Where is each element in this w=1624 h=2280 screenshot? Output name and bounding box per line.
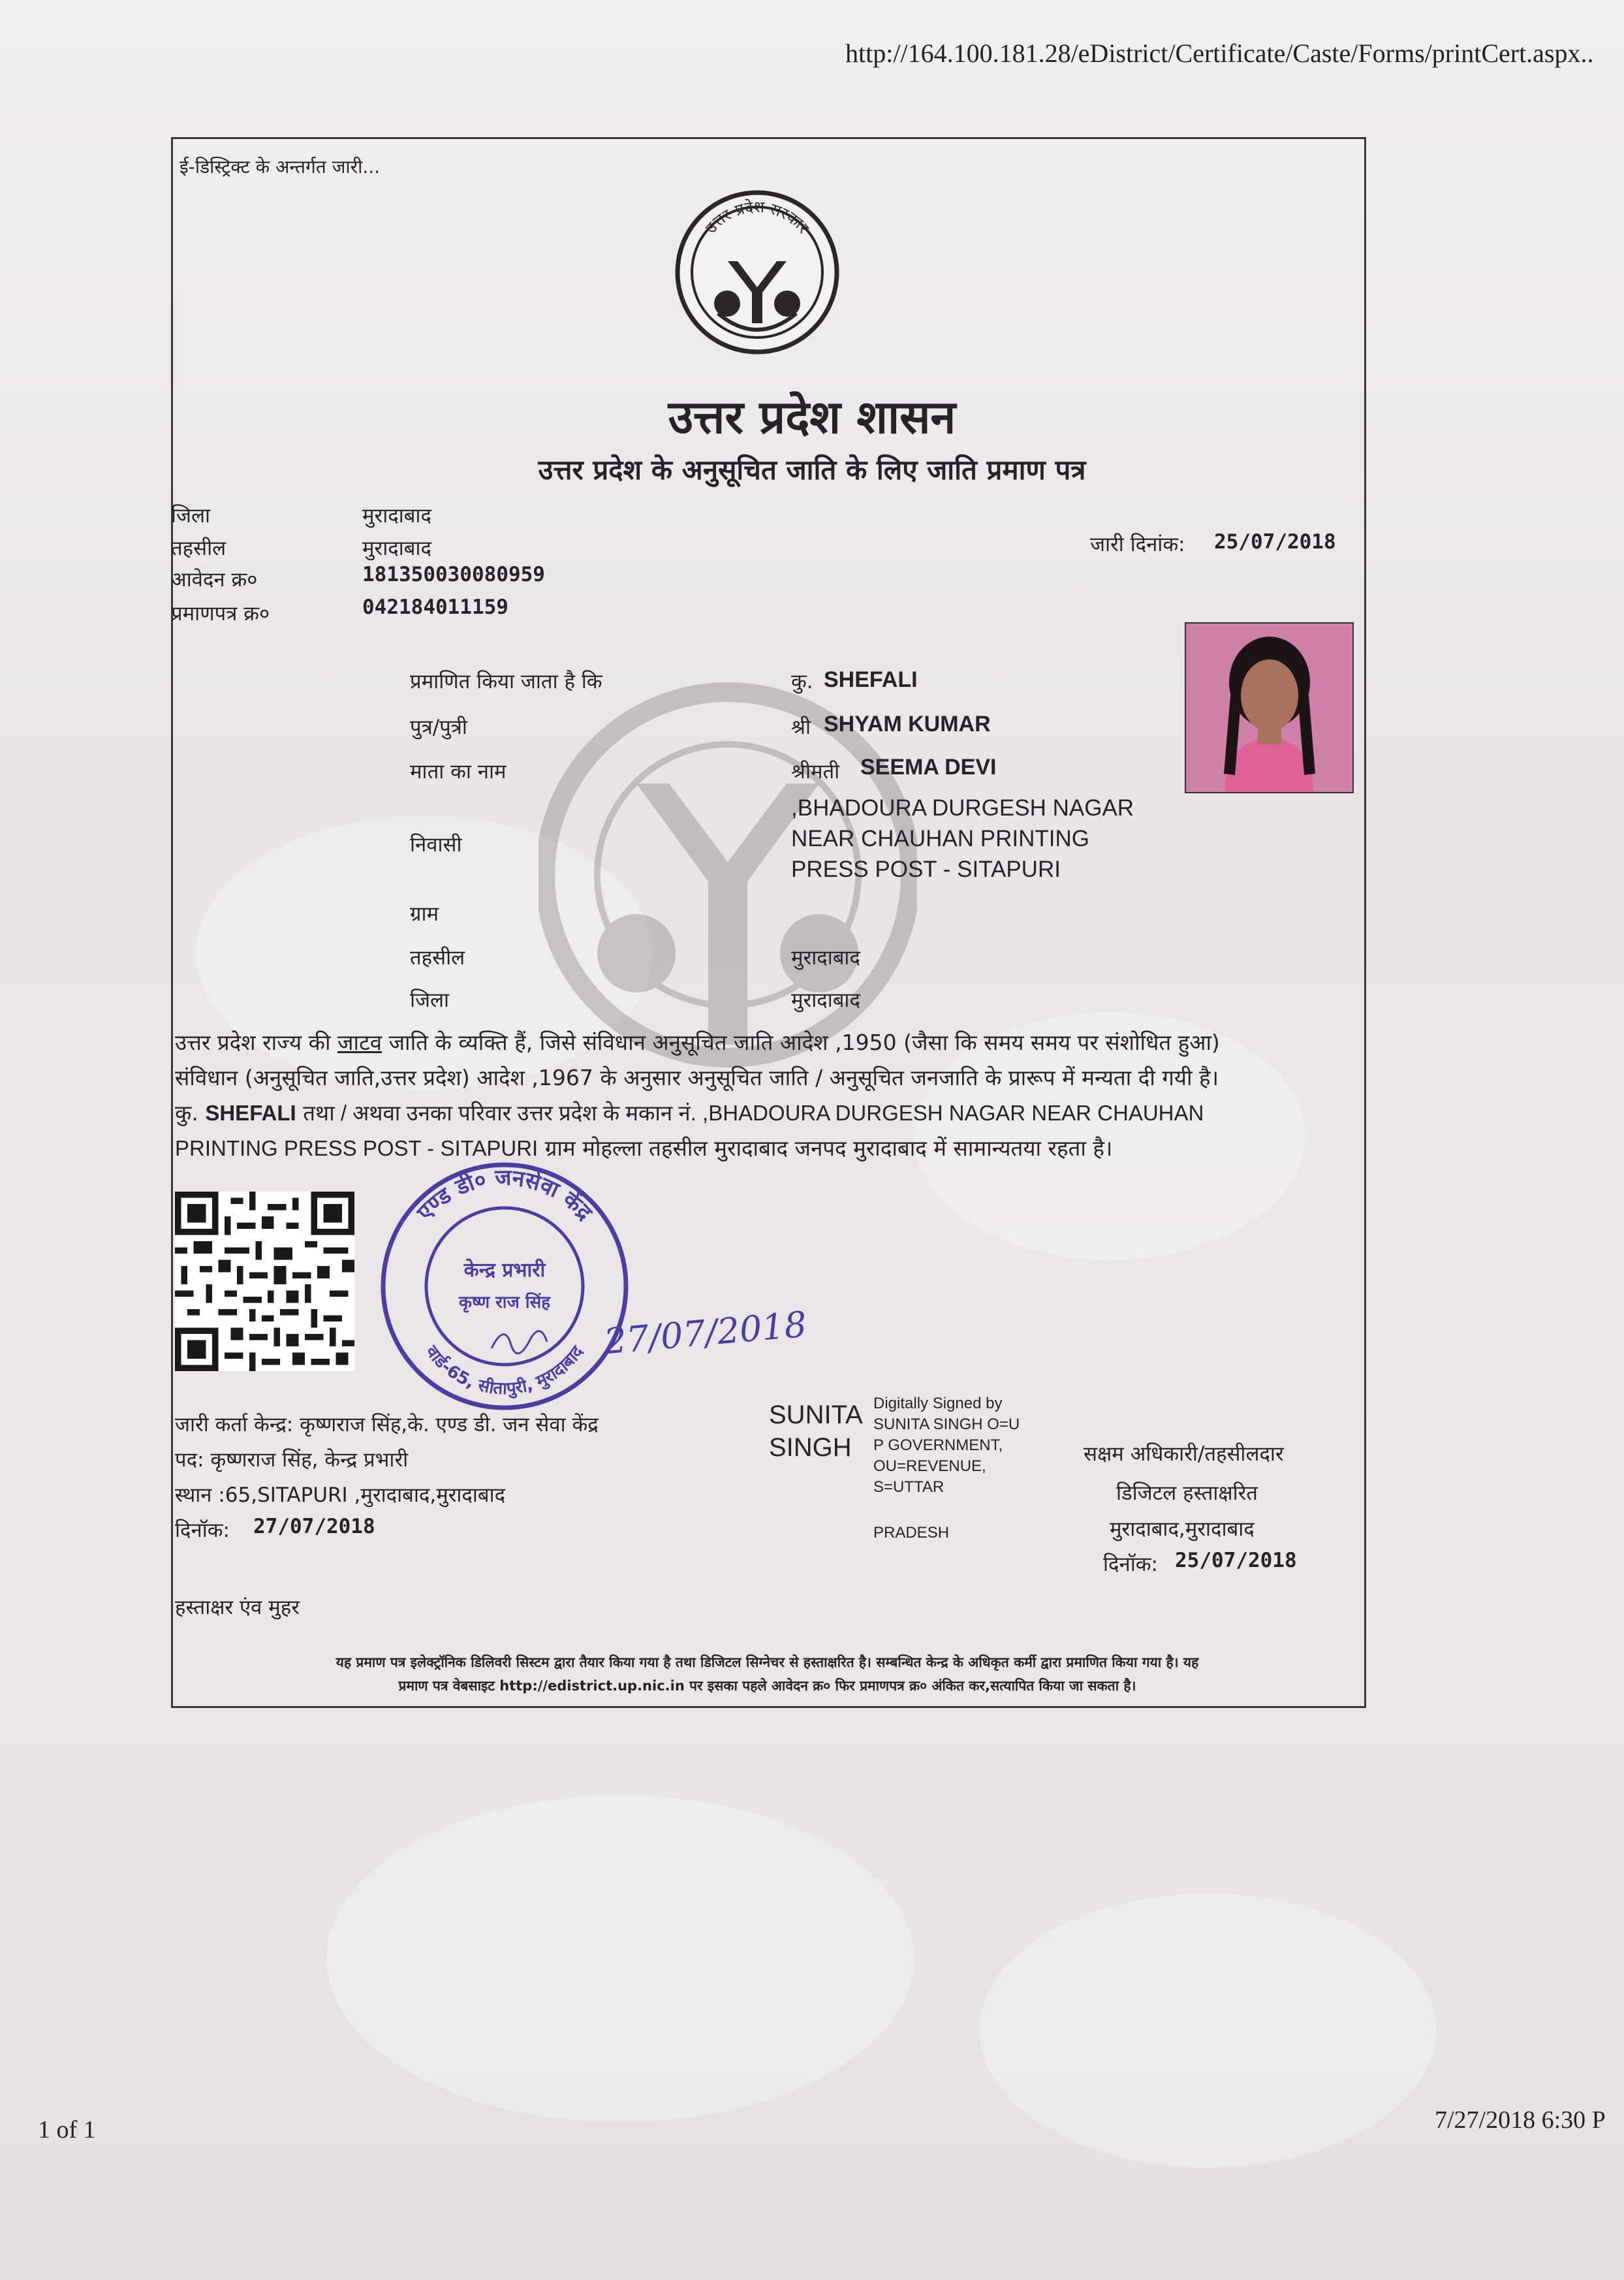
page-count: 1 of 1 [38,2116,96,2144]
authority-place: मुरादाबाद,मुरादाबाद [1110,1517,1255,1541]
issue-date-label: जारी दिनांक: [1090,533,1185,556]
footnote-line: यह प्रमाण पत्र इलेक्ट्रॉनिक डिलिवरी सिस्टम द्वारा तैयार किया गया है तथा डिजिटल सिग्नेचर से हस्ताक्षरित है। सम्बन्धित केन्द्र के अधिकृत कर्मी द्वारा प्रमाणित किया गया है। यह [336,1655,1199,1670]
application-number: 181350030080959 [362,563,545,586]
issue-date: 25/07/2018 [1214,530,1336,554]
mother-prefix: श्रीमती [791,760,840,784]
district-label: जिला [410,989,450,1012]
certificate-body [175,1025,1356,1166]
address-line: NEAR CHAUHAN PRINTING [791,826,1089,851]
paper-stain [326,1796,914,2122]
footnote-line: प्रमाण पत्र वेबसाइट http://edistrict.up.nic.in पर इसका पहले आवेदन क्र० फिर प्रमाणपत्र क्र० अंकित कर,सत्यापित किया जा सकता है। [398,1678,1136,1694]
father-prefix: श्री [791,716,811,739]
body-text: कु. [175,1100,198,1126]
authority-date: 25/07/2018 [1175,1549,1297,1572]
authority-date-label: दिनॉक: [1103,1553,1158,1576]
body-address: PRINTING PRESS POST - SITAPURI [175,1136,539,1160]
relation-label: पुत्र/पुत्री [410,716,467,739]
mother-name: SEEMA DEVI [860,755,997,780]
stamp-center-line: कृष्ण राज सिंह [458,1293,551,1312]
signature-seal-label: हस्ताक्षर एंव मुहर [175,1596,300,1619]
signature-detail: S=UTTAR [873,1478,945,1496]
tehsil-label: तहसील [410,946,465,970]
page-subtitle: उत्तर प्रदेश के अनुसूचित जाति के लिए जाति प्रमाण पत्र [538,454,1086,486]
issued-under-label: ई-डिस्ट्रिक्ट के अन्तर्गत जारी... [180,156,381,178]
signer-name-line: SINGH [769,1433,852,1462]
issuing-center-stamp [377,1159,632,1414]
address-line: PRESS POST - SITAPURI [791,857,1061,882]
body-line [175,1096,1356,1131]
svg-text:एण्ड डी० जनसेवा केंद्र [411,1165,598,1226]
father-name: SHYAM KUMAR [824,712,991,736]
tehsil-value: मुरादाबाद [791,946,860,970]
certificate-number-label: प्रमाणपत्र क्र० [171,602,270,625]
caste-name: जाटव [337,1030,383,1055]
certify-label: प्रमाणित किया जाता है कि [410,670,602,693]
body-line: संविधान (अनुसूचित जाति,उत्तर प्रदेश) आदेश ,1967 के अनुसार अनुसूचित जाति / अनुसूचित जनजाति के प्रारूप में मन्यता दी गयी है। [175,1065,1219,1090]
address-line: ,BHADOURA DURGESH NAGAR [791,795,1134,821]
applicant-name: SHEFALI [824,667,918,692]
signature-detail: P GOVERNMENT, [873,1436,1003,1454]
signature-detail: SUNITA SINGH O=U [873,1416,1020,1433]
header-tehsil-value: मुरादाबाद [362,537,431,560]
print-datetime: 7/27/2018 6:30 P [1435,2106,1606,2134]
body-text: तथा / अथवा उनका परिवार उत्तर प्रदेश के मकान नं. ,BHADOURA DURGESH NAGAR NEAR CHAUHAN [303,1101,1204,1125]
stamp-bottom-text: वार्ड-65, सीतापुरी, मुरादाबाद [421,1342,588,1399]
mother-label: माता का नाम [410,760,507,784]
body-text: ग्राम मोहल्ला तहसील मुरादाबाद जनपद मुरादाबाद में सामान्यतया रहता है। [544,1135,1113,1161]
issuer-date: 27/07/2018 [253,1515,375,1538]
signature-detail: Digitally Signed by [873,1395,1003,1412]
stamp-center-line: केन्द्र प्रभारी [463,1259,546,1282]
signer-name-line: SUNITA [769,1401,863,1429]
district-value: मुरादाबाद [791,989,860,1012]
certificate-number: 042184011159 [362,595,508,619]
application-number-label: आवेदन क्र० [171,568,258,592]
name-prefix: कु. [791,670,813,693]
body-line [175,1025,1356,1060]
issuer-post: पद: कृष्णराज सिंह, केन्द्र प्रभारी [175,1448,409,1472]
issuer-center: जारी कर्ता केन्द्र: कृष्णराज सिंह,के. एण्ड डी. जन सेवा केंद्र [175,1413,599,1436]
body-text: जाति के व्यक्ति हैं, जिसे संविधान अनुसूचित जाति आदेश ,1950 (जैसा कि समय समय पर संशोधित हुआ) [388,1030,1220,1055]
header-district-label: जिला [171,504,211,528]
stamp-handwritten-date: 27/07/2018 [602,1303,809,1363]
issuer-place: स्थान :65,SITAPURI ,मुरादाबाद,मुरादाबाद [175,1483,506,1507]
verification-footnote [175,1651,1360,1698]
signature-detail: OU=REVENUE, [873,1457,986,1475]
qr-code [175,1192,354,1371]
paper-stain [979,1893,1436,2168]
body-applicant-name: SHEFALI [205,1101,296,1125]
authority-title: सक्षम अधिकारी/तहसीलदार [1084,1442,1284,1466]
resident-label: निवासी [410,833,462,857]
signature-detail: PRADESH [873,1524,950,1542]
applicant-photo [1185,622,1354,793]
header-tehsil-label: तहसील [171,537,226,560]
body-line [175,1131,1356,1166]
stamp-ring-text: एण्ड डी० जनसेवा केंद्र [411,1164,598,1226]
emblem-text: उत्तर प्रदेश सरकार [701,197,813,238]
up-government-emblem-icon [672,189,842,356]
village-label: ग्राम [410,902,439,926]
authority-signed: डिजिटल हस्ताक्षरित [1116,1481,1258,1505]
print-url: http://164.100.181.28/eDistrict/Certificate/Caste/Forms/printCert.aspx.. [845,39,1594,68]
body-text: उत्तर प्रदेश राज्य की [175,1030,331,1055]
header-district-value: मुरादाबाद [362,504,431,528]
page-title: उत्तर प्रदेश शासन [668,390,956,444]
issuer-date-label: दिनॉक: [175,1519,230,1542]
